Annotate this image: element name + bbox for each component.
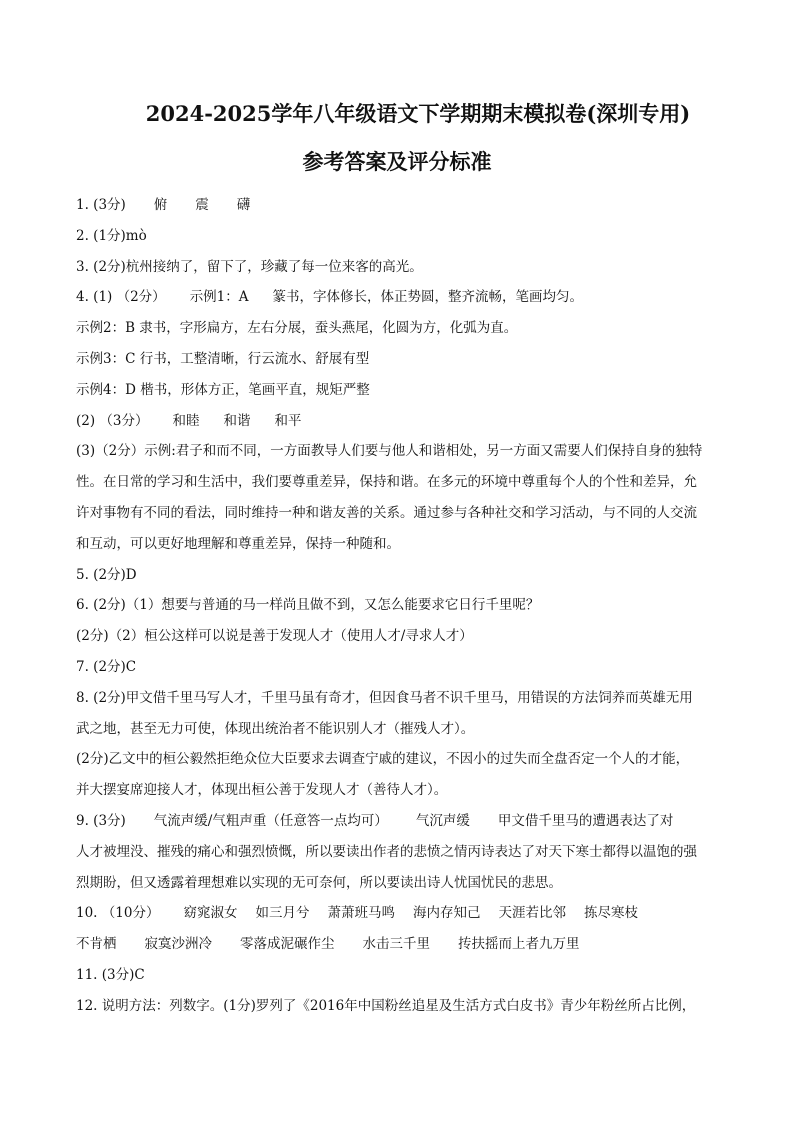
answer-4-ex3: 示例3：C 行书，工整清晰，行云流水、舒展有型 xyxy=(76,350,370,367)
answer-4-3-line-3: 许对事物有不同的看法，同时维持一种和谐友善的关系。通过参与各种社交和学习活动，与不同的人交流 xyxy=(76,504,697,521)
document-subtitle: 参考答案及评分标准 xyxy=(302,149,492,174)
answer-4-3-line-1: (3)（2分）示例:君子和而不同，一方面教导人们要与他人和谐相处，另一方面又需要人们保持自身的独特 xyxy=(76,443,703,460)
answer-4-ex2: 示例2：B 隶书，字形扁方，左右分展，蚕头燕尾，化圆为方，化弧为直。 xyxy=(76,320,518,337)
answer-10-item: 零落成泥碾作尘 xyxy=(240,936,335,953)
answer-10-line-2 xyxy=(76,929,726,960)
answer-8-line-1: 8. (2分)甲文借千里马写人才，千里马虽有奇才，但因食马者不识千里马，用错误的方法饲养而英雄无用 xyxy=(76,689,693,706)
answer-2: 2. (1分)mò xyxy=(76,227,147,244)
answer-1-head: 1. (3分) xyxy=(76,197,126,213)
answer-4-3-line-2: 性。在日常的学习和生活中，我们要尊重差异，保持和谐。在多元的环境中尊重每个人的个性和差异，允 xyxy=(76,474,697,491)
answer-4-ex1-text: 篆书，字体修长，体正势圆，整齐流畅，笔画均匀。 xyxy=(272,289,584,306)
answer-10-item: 水击三千里 xyxy=(362,936,430,953)
answer-9-line-3: 烈期盼，但又透露着理想难以实现的无可奈何，所以要读出诗人忧国忧民的悲思。 xyxy=(76,874,562,891)
answer-4-ex4: 示例4：D 楷书，形体方正，笔画平直，规矩严整 xyxy=(76,381,370,398)
answer-4-head: 4. (1) （2分） xyxy=(76,289,166,306)
answer-9-c: 甲文借千里马的遭遇表达了对 xyxy=(497,812,674,829)
answer-10-line-1 xyxy=(76,898,726,929)
answer-5: 5. (2分)D xyxy=(76,566,137,583)
answer-9-line-1 xyxy=(76,806,726,837)
answer-4-2-a: 和睦 xyxy=(172,412,200,429)
answer-8-line-3: (2分)乙文中的桓公毅然拒绝众位大臣要求去调查宁戚的建议，不因小的过失而全盘否定一个人的才能， xyxy=(76,751,690,768)
answer-4-2-c: 和平 xyxy=(274,412,302,429)
answer-4-3-line-4: 和互动，可以更好地理解和尊重差异，保持一种随和。 xyxy=(76,535,400,552)
answer-9-b: 气沉声缓 xyxy=(415,812,470,829)
answer-10-item: 寂寞沙洲冷 xyxy=(144,936,212,953)
answer-1 xyxy=(76,190,726,221)
answer-6-line-2: (2分)（2）桓公这样可以说是善于发现人才（使用人才/寻求人才） xyxy=(76,628,473,645)
answer-4-2 xyxy=(76,406,726,437)
answer-12: 12. 说明方法：列数字。(1分)罗列了《2016年中国粉丝追星及生活方式白皮书》青少年粉丝所占比例， xyxy=(76,997,696,1014)
answer-8-line-2: 武之地，甚至无力可使，体现出统治者不能识别人才（摧残人才）。 xyxy=(76,720,475,737)
answer-11: 11. (3分)C xyxy=(76,966,145,983)
answer-1-c: 礴 xyxy=(236,197,251,213)
answer-10-item: 拣尽寒枝 xyxy=(583,905,638,922)
answer-4-ex1-label: 示例1：A xyxy=(189,289,249,306)
answer-4-2-head: (2) （3分） xyxy=(76,412,149,429)
answer-9-head: 9. (3分) xyxy=(76,812,126,829)
answer-3: 3. (2分)杭州接纳了，留下了，珍藏了每一位来客的高光。 xyxy=(76,258,423,275)
answer-10-item: 抟扶摇而上者九万里 xyxy=(458,936,580,953)
answer-10-item: 窈窕淑女 xyxy=(183,905,238,922)
answer-list xyxy=(76,190,726,1022)
answer-4-2-b: 和谐 xyxy=(223,412,251,429)
answer-1-b: 震 xyxy=(195,197,209,213)
answer-9-line-2: 人才被埋没、摧残的痛心和强烈愤慨，所以要读出作者的悲愤之情丙诗表达了对天下寒士都得以温饱的强 xyxy=(76,843,697,860)
answer-8-line-4: 并大摆宴席迎接人才，体现出桓公善于发现人才（善待人才）。 xyxy=(76,782,448,799)
answer-7: 7. (2分)C xyxy=(76,658,137,675)
answer-9-a: 气流声缓/气粗声重（任意答一点均可） xyxy=(153,812,388,829)
answer-6-line-1: 6. (2分)（1）想要与普通的马一样尚且做不到，又怎么能要求它日行千里呢？ xyxy=(76,597,540,614)
answer-10-item: 如三月兮 xyxy=(255,905,310,922)
answer-10-head: 10. （10分） xyxy=(76,905,160,922)
answer-10-item: 不肯栖 xyxy=(76,936,117,953)
answer-4-1 xyxy=(76,282,726,313)
document-title: 2024-2025学年八年级语文下学期期末模拟卷(深圳专用) xyxy=(145,101,691,126)
answer-1-a: 俯 xyxy=(153,197,168,213)
answer-10-item: 天涯若比邻 xyxy=(498,905,566,922)
answer-10-item: 海内存知己 xyxy=(412,905,481,922)
answer-10-item: 萧萧班马鸣 xyxy=(327,905,395,922)
